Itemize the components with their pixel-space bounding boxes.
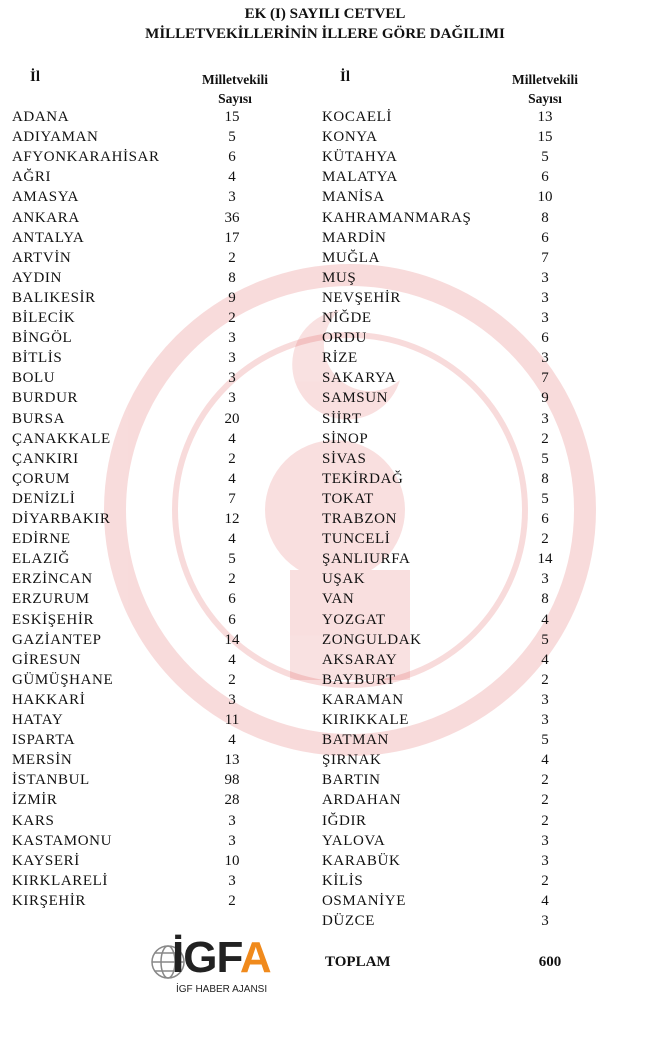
province-name: ADANA: [12, 109, 70, 125]
table-row: [322, 429, 565, 449]
province-name: ERZİNCAN: [12, 571, 93, 588]
deputy-count: 3: [541, 913, 549, 929]
province-name: ŞIRNAK: [322, 752, 382, 769]
table-row: [12, 569, 252, 589]
table-row: [12, 208, 252, 228]
deputy-count: 4: [228, 651, 236, 668]
table-row: [12, 248, 252, 268]
table-row: [12, 871, 252, 891]
province-name: ARTVİN: [12, 249, 72, 266]
province-name: BARTIN: [322, 772, 381, 789]
province-name: BİTLİS: [12, 350, 63, 367]
province-name: AYDIN: [12, 269, 62, 286]
deputy-count: 3: [228, 189, 236, 206]
deputy-count: 3: [228, 872, 236, 889]
deputy-count: 3: [541, 852, 549, 869]
province-name: GİRESUN: [12, 651, 82, 668]
deputy-count: 6: [541, 169, 549, 186]
province-name: ADIYAMAN: [12, 129, 99, 146]
province-name: İSTANBUL: [12, 772, 90, 789]
province-name: HAKKARİ: [12, 691, 86, 708]
deputy-count: 9: [541, 390, 549, 407]
right-header-count: Milletvekili Sayısı: [512, 72, 578, 106]
deputy-count: 12: [224, 511, 240, 527]
province-name: ÇANKIRI: [12, 450, 79, 467]
province-name: KAHRAMANMARAŞ: [322, 209, 472, 226]
deputy-count: 98: [224, 772, 240, 789]
table-row: [12, 368, 252, 388]
deputy-count: 2: [541, 531, 549, 548]
table-row: [12, 187, 252, 207]
province-name: BURDUR: [12, 390, 79, 407]
deputy-count: 5: [541, 490, 549, 507]
province-name: KÜTAHYA: [322, 149, 398, 166]
deputy-count: 2: [541, 671, 549, 688]
province-name: NEVŞEHİR: [322, 289, 401, 306]
province-name: ERZURUM: [12, 591, 90, 608]
table-row: [12, 891, 252, 911]
province-name: MARDİN: [322, 229, 387, 246]
table-row: [322, 368, 565, 388]
deputy-count: 2: [541, 812, 549, 829]
deputy-count: 4: [541, 651, 549, 668]
province-name: SAMSUN: [322, 390, 389, 407]
deputy-count: 3: [541, 310, 549, 326]
table-row: [12, 750, 252, 770]
province-name: KASTAMONU: [12, 832, 113, 849]
table-row: [12, 670, 252, 690]
table-row: [322, 871, 565, 891]
table-row: [322, 670, 565, 690]
province-name: MUĞLA: [322, 249, 380, 266]
deputy-count: 15: [537, 129, 553, 146]
province-name: ŞANLIURFA: [322, 551, 411, 568]
table-row: [322, 770, 565, 790]
province-name: ÇORUM: [12, 470, 71, 487]
table-row: [12, 730, 252, 750]
deputy-count: 4: [228, 169, 236, 186]
table-row: [322, 790, 565, 810]
deputy-count: 11: [224, 712, 240, 728]
table-row: [12, 690, 252, 710]
province-name: MALATYA: [322, 169, 398, 186]
deputy-count: 13: [537, 109, 553, 125]
province-name: AĞRI: [12, 169, 52, 186]
right-header-province: İl: [340, 69, 351, 85]
table-row: [12, 770, 252, 790]
deputy-count: 36: [224, 209, 240, 226]
table-row: [12, 308, 252, 328]
deputy-count: 3: [228, 370, 236, 387]
province-name: SİİRT: [322, 410, 362, 427]
table-row: [322, 288, 565, 308]
logo-wordmark: İGFA: [172, 933, 271, 982]
table-row: [12, 630, 252, 650]
table-row: [12, 167, 252, 187]
province-name: TRABZON: [322, 511, 398, 527]
deputy-count: 4: [228, 531, 236, 548]
deputy-count: 3: [541, 571, 549, 588]
province-name: KIRKLARELİ: [12, 872, 108, 889]
table-row: [322, 167, 565, 187]
deputy-count: 3: [541, 691, 549, 708]
deputy-count: 3: [228, 812, 236, 829]
table-row: [322, 710, 565, 730]
table-row: [322, 650, 565, 670]
province-name: KIRIKKALE: [322, 712, 410, 728]
deputy-count: 3: [541, 410, 549, 427]
deputy-count: 5: [541, 732, 549, 749]
deputy-count: 20: [224, 410, 240, 427]
table-row: [12, 710, 252, 730]
table-row: [322, 268, 565, 288]
deputy-count: 2: [541, 792, 549, 809]
province-name: BATMAN: [322, 732, 389, 749]
province-name: NİĞDE: [322, 310, 372, 326]
province-name: ÇANAKKALE: [12, 430, 111, 447]
table-row: [12, 851, 252, 871]
deputy-count: 3: [228, 832, 236, 849]
province-name: BALIKESİR: [12, 289, 96, 306]
deputy-count: 14: [224, 631, 240, 648]
left-header-province: İl: [30, 69, 41, 85]
table-row: [12, 790, 252, 810]
deputy-count: 28: [224, 792, 240, 809]
table-row: [322, 107, 565, 127]
table-row: [12, 509, 252, 529]
deputy-count: 3: [228, 691, 236, 708]
province-name: YALOVA: [322, 832, 386, 849]
deputy-count: 2: [228, 671, 236, 688]
deputy-count: 3: [541, 269, 549, 286]
deputy-count: 3: [541, 289, 549, 306]
province-name: KARAMAN: [322, 691, 404, 708]
province-name: DÜZCE: [322, 913, 375, 929]
table-row: [322, 328, 565, 348]
table-row: [12, 228, 252, 248]
table-row: [322, 610, 565, 630]
deputy-count: 3: [228, 390, 236, 407]
table-row: [322, 891, 565, 911]
deputy-count: 6: [228, 149, 236, 166]
deputy-count: 8: [228, 269, 236, 286]
table-row: [12, 650, 252, 670]
province-name: TOKAT: [322, 490, 374, 507]
province-name: KAYSERİ: [12, 852, 80, 869]
total-value: 600: [538, 954, 562, 970]
deputy-count: 4: [228, 732, 236, 749]
table-row: [12, 147, 252, 167]
deputy-count: 15: [224, 109, 240, 125]
table-row: [12, 268, 252, 288]
deputy-count: 4: [541, 892, 549, 909]
province-name: SİNOP: [322, 430, 369, 447]
deputy-count: 5: [541, 149, 549, 166]
table-row: [322, 187, 565, 207]
deputy-count: 5: [541, 631, 549, 648]
table-row: [12, 831, 252, 851]
table-row: [12, 388, 252, 408]
table-row: [322, 549, 565, 569]
table-row: [322, 147, 565, 167]
deputy-count: 2: [228, 571, 236, 588]
province-name: ORDU: [322, 330, 367, 347]
province-name: BURSA: [12, 410, 66, 427]
table-row: [322, 489, 565, 509]
deputy-count: 10: [537, 189, 553, 206]
deputy-count: 6: [541, 229, 549, 246]
deputy-count: 4: [228, 430, 236, 447]
deputy-count: 3: [228, 330, 236, 347]
deputy-count: 8: [541, 470, 549, 487]
table-row: [12, 429, 252, 449]
table-row: [12, 489, 252, 509]
table-row: [12, 529, 252, 549]
table-row: [322, 409, 565, 429]
province-name: DENİZLİ: [12, 490, 76, 507]
table-row: [12, 610, 252, 630]
province-name: KARABÜK: [322, 852, 401, 869]
province-name: SİVAS: [322, 450, 367, 467]
province-name: UŞAK: [322, 571, 366, 588]
igf-logo: [150, 933, 290, 998]
deputy-count: 8: [541, 591, 549, 608]
total-label: TOPLAM: [325, 954, 391, 970]
table-row: [322, 831, 565, 851]
province-name: SAKARYA: [322, 370, 397, 387]
table-row: [12, 127, 252, 147]
province-name: OSMANİYE: [322, 892, 406, 909]
table-row: [322, 248, 565, 268]
table-row: [12, 811, 252, 831]
province-name: VAN: [322, 591, 355, 608]
deputy-count: 2: [228, 450, 236, 467]
province-name: IĞDIR: [322, 812, 367, 829]
deputy-count: 5: [228, 551, 236, 568]
table-row: [322, 730, 565, 750]
deputy-count: 4: [541, 752, 549, 769]
deputy-count: 17: [224, 229, 240, 246]
table-row: [12, 328, 252, 348]
document-subtitle: MİLLETVEKİLLERİNİN İLLERE GÖRE DAĞILIMI: [145, 26, 505, 42]
province-name: KARS: [12, 812, 55, 829]
province-name: ISPARTA: [12, 732, 76, 749]
table-row: [322, 228, 565, 248]
table-row: [322, 690, 565, 710]
table-row: [322, 469, 565, 489]
left-header-count: Milletvekili Sayısı: [202, 72, 268, 106]
province-name: BOLU: [12, 370, 56, 387]
province-name: BAYBURT: [322, 671, 396, 688]
province-name: BİNGÖL: [12, 330, 73, 347]
province-name: KONYA: [322, 129, 378, 146]
deputy-count: 4: [541, 611, 549, 628]
province-name: ELAZIĞ: [12, 551, 70, 568]
table-row: [322, 630, 565, 650]
deputy-count: 3: [541, 350, 549, 367]
table-row: [322, 308, 565, 328]
deputy-count: 13: [224, 752, 240, 769]
deputy-count: 3: [541, 712, 549, 728]
deputy-count: 7: [541, 249, 549, 266]
table-row: [322, 509, 565, 529]
table-row: [12, 549, 252, 569]
deputy-count: 2: [541, 772, 549, 789]
table-row: [322, 388, 565, 408]
province-name: TUNCELİ: [322, 531, 391, 548]
province-name: MANİSA: [322, 189, 385, 206]
table-row: [12, 348, 252, 368]
deputy-count: 2: [228, 310, 236, 326]
table-row: [322, 851, 565, 871]
province-name: KOCAELİ: [322, 109, 393, 125]
province-name: HATAY: [12, 712, 64, 728]
province-name: İZMİR: [12, 792, 58, 809]
province-name: AMASYA: [12, 189, 79, 206]
table-row: [322, 569, 565, 589]
logo-subtitle: İGF HABER AJANSI: [176, 984, 268, 995]
deputy-count: 9: [228, 289, 236, 306]
deputy-count: 6: [228, 591, 236, 608]
table-row: [322, 750, 565, 770]
province-name: GAZİANTEP: [12, 631, 102, 648]
table-row: [322, 589, 565, 609]
table-row: [12, 449, 252, 469]
deputy-count: 10: [224, 852, 240, 869]
deputy-count: 6: [541, 330, 549, 347]
deputy-count: 14: [537, 551, 553, 568]
deputy-count: 5: [228, 129, 236, 146]
province-name: KİLİS: [322, 872, 364, 889]
province-name: YOZGAT: [322, 611, 386, 628]
deputy-count: 8: [541, 209, 549, 226]
province-name: EDİRNE: [12, 531, 71, 548]
deputy-count: 3: [228, 350, 236, 367]
table-row: [12, 288, 252, 308]
province-name: RİZE: [322, 350, 358, 367]
deputy-count: 6: [541, 511, 549, 527]
province-name: ANKARA: [12, 209, 80, 226]
table-row: [322, 127, 565, 147]
table-row: [12, 469, 252, 489]
province-name: MUŞ: [322, 269, 357, 286]
province-name: AKSARAY: [322, 651, 398, 668]
table-row: [12, 409, 252, 429]
deputy-count: 2: [541, 872, 549, 889]
table-row: [322, 208, 565, 228]
deputy-count: 5: [541, 450, 549, 467]
table-row: [12, 589, 252, 609]
deputy-count: 7: [228, 490, 236, 507]
deputy-count: 7: [541, 370, 549, 387]
province-name: GÜMÜŞHANE: [12, 671, 114, 688]
province-name: TEKİRDAĞ: [322, 470, 404, 487]
province-name: ESKİŞEHİR: [12, 611, 95, 628]
deputy-count: 6: [228, 611, 236, 628]
province-name: DİYARBAKIR: [12, 511, 111, 527]
deputy-count: 2: [228, 892, 236, 909]
deputy-count: 2: [541, 430, 549, 447]
province-name: ZONGULDAK: [322, 631, 422, 648]
table-row: [322, 529, 565, 549]
province-name: ARDAHAN: [322, 792, 402, 809]
province-name: KIRŞEHİR: [12, 892, 86, 909]
table-row: [322, 348, 565, 368]
deputy-count: 4: [228, 470, 236, 487]
province-name: MERSİN: [12, 752, 73, 769]
deputy-count: 2: [228, 249, 236, 266]
province-name: AFYONKARAHİSAR: [12, 149, 160, 166]
province-name: ANTALYA: [12, 229, 85, 246]
table-row: [322, 449, 565, 469]
table-row: [322, 911, 565, 931]
province-name: BİLECİK: [12, 310, 76, 326]
table-row: [12, 107, 252, 127]
deputy-count: 3: [541, 832, 549, 849]
document-title: EK (I) SAYILI CETVEL: [244, 6, 406, 22]
table-row: [322, 811, 565, 831]
